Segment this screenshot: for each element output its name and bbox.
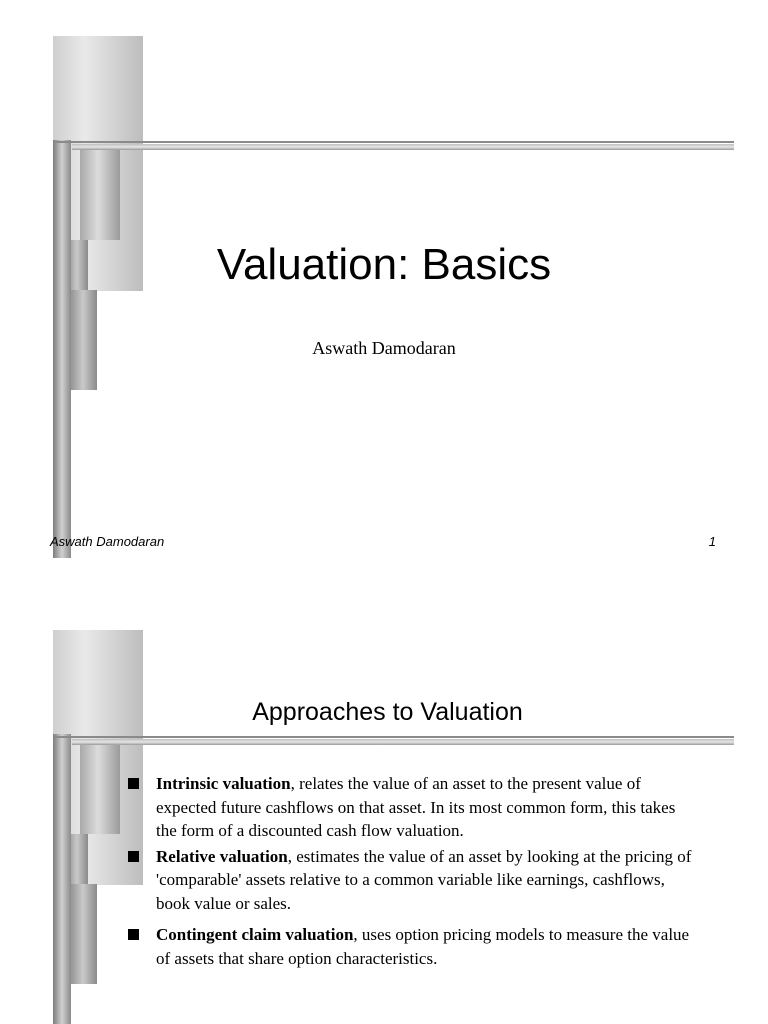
bullet-term: Intrinsic valuation [156,774,291,793]
bullet-text: , uses option pricing models to measure the value of assets that share option characteristics. [156,925,690,968]
header-rule [54,736,734,746]
bullet-text: , estimates the value of an asset by looking at the pricing of 'comparable' assets relative to a common variable like earnings, cashflows, book value or sales. [156,846,692,913]
title-text: Valuation: Basics [216,240,552,289]
author-name: Aswath Damodaran [312,338,456,358]
bullet-square-icon [128,778,139,789]
slide-title [0,240,768,290]
bullet-item [128,923,698,970]
bullet-text: , relates the value of an asset to the present value of expected future cashflows on that asset. In its most common form, this takes the form of a discounted cash flow valuation. [156,774,676,840]
bullet-square-icon [128,851,139,862]
bullet-item [128,845,698,916]
bullet-term: Relative valuation [156,846,288,866]
bullet-term: Contingent claim valuation [156,925,354,944]
decor-block [69,884,97,984]
decor-block [80,744,120,834]
bullet-item [128,772,698,843]
header-rule [54,141,734,151]
page-number: 1 [708,534,716,549]
slide-title: Approaches to Valuation [252,698,523,726]
footer-author: Aswath Damodaran [50,534,165,549]
bullet-list [128,772,698,972]
slide-2 [0,594,768,1024]
bullet-square-icon [128,929,139,940]
decor-block [80,150,120,240]
decor-bar [53,734,71,1024]
